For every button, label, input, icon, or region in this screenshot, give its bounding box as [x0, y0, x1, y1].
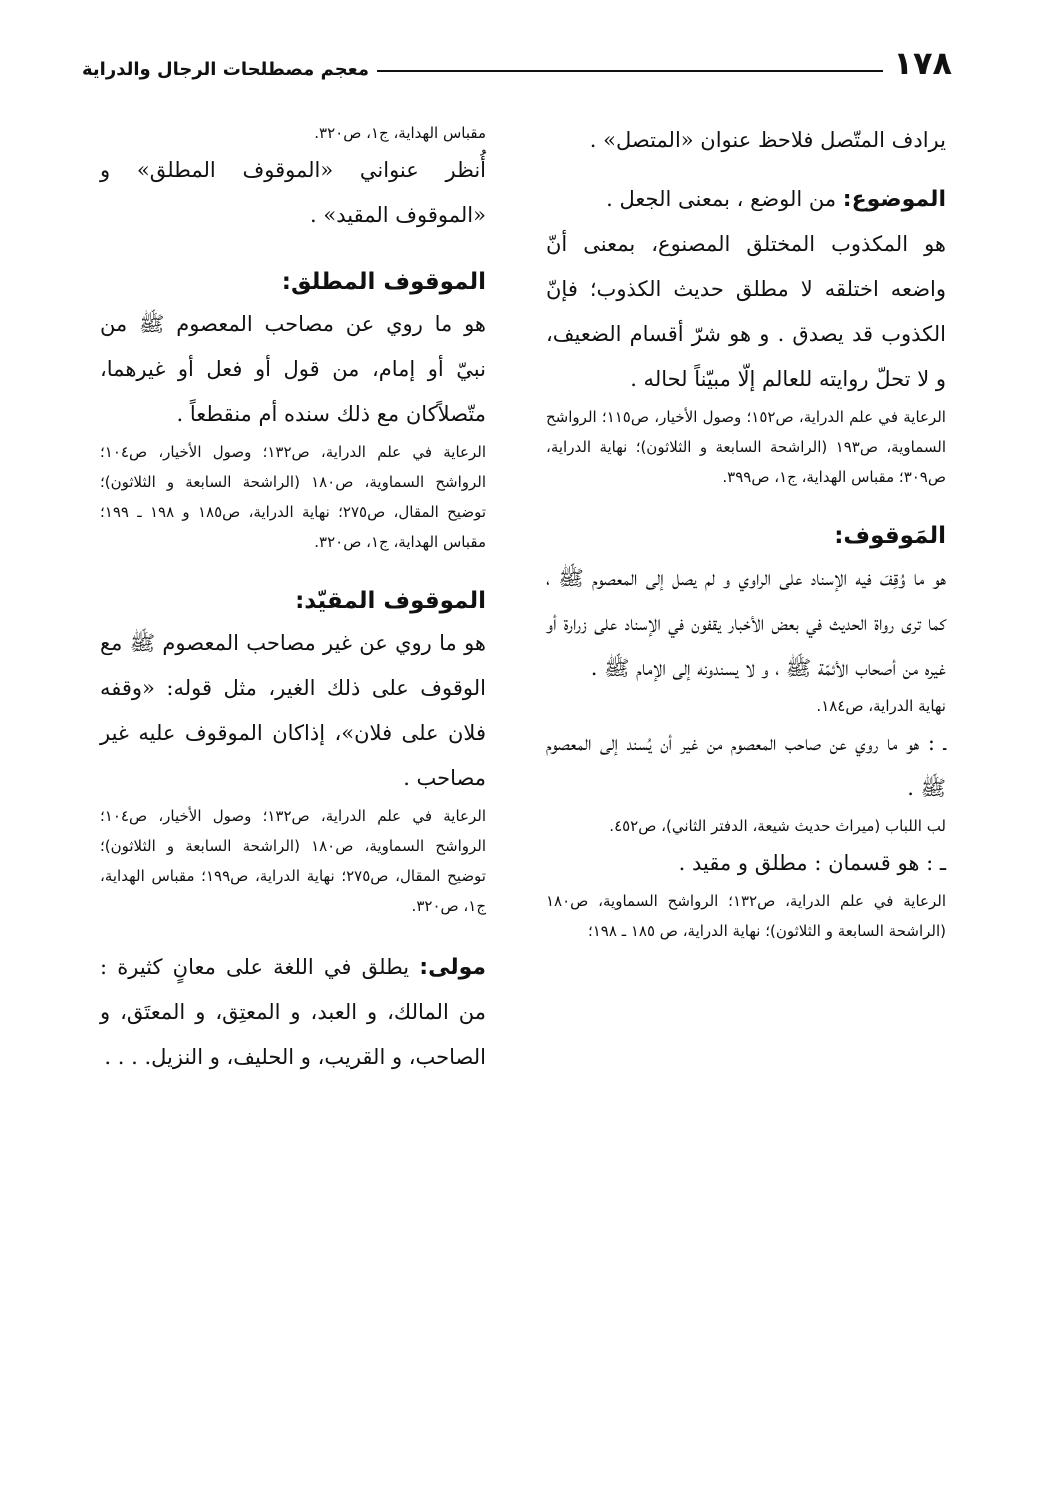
mutlaq-refs-text: الرعاية في علم الدراية، ص١٣٢؛ وصول الأخيار، ص١٠٤؛ الرواشح السماوية، ص١٨٠ (الراشحة السابعة و الثلاثون)؛ توضيح المقال، ص٢٧٥؛ نهاية الدراية، ص١٨٥ و ١٩٨ ـ ١٩٩؛ مقباس الهداية، ج١، ص٣٢٠. [100, 443, 486, 551]
muqayyad-references [100, 801, 486, 921]
muqayyad-refs-text: الرعاية في علم الدراية، ص١٣٢؛ وصول الأخيار، ص١٠٤؛ الرواشح السماوية، ص١٨٠ (الراشحة السابعة و الثلاثون)؛ توضيح المقال، ص٢٧٥؛ نهاية الدراية، ص١٩٩؛ مقباس الهداية، ج١، ص٣٢٠. [100, 807, 486, 915]
mawquf-refs2-text: لب اللباب (ميراث حديث شيعة، الدفتر الثاني)، ص٤٥٢. [609, 817, 946, 835]
top-see-also [100, 148, 486, 238]
intro-line: يرادف المتّصل فلاحظ عنوان «المتصل» . [589, 128, 946, 152]
top-reference [100, 118, 486, 148]
page-header [82, 36, 952, 80]
muqayyad-body [100, 621, 486, 801]
mawquf-references-3 [546, 886, 946, 946]
mawquf-body [546, 556, 946, 691]
entry-mawla [100, 945, 486, 1080]
mawquf-def-3 [546, 841, 946, 886]
mawquf-references-2 [546, 811, 946, 841]
left-column [100, 118, 486, 1080]
right-column [546, 118, 946, 946]
page-number: ١٧٨ [893, 44, 952, 82]
running-title: معجم مصطلحات الرجال والدراية [82, 59, 369, 80]
mawdu-refs-text: الرعاية في علم الدراية، ص١٥٢؛ وصول الأخيار، ص١١٥؛ الرواشح السماوية، ص١٩٣ (الراشحة السابعة و الثلاثون)؛ نهاية الدراية، ص٣٠٩؛ مقباس الهداية، ج١، ص٣٩٩. [546, 408, 946, 486]
mawquf-refs3-text: الرعاية في علم الدراية، ص١٣٢؛ الرواشح السماوية، ص١٨٠ (الراشحة السابعة و الثلاثون)؛ نهاية الدراية، ص ١٨٥ ـ ١٩٨؛ [546, 892, 946, 940]
mutlaq-definition: هو ما روي عن مصاحب المعصوم ﷺ من نبيّ أو إمام، من قول أو فعل أو غيرهما، متّصلاًكان مع ذلك سنده أم منقطعاً . [100, 312, 486, 426]
mawquf-definition: هو ما وُقِفَ فيه الإسناد على الراوي و لم يصل إلى المعصوم ﷺ ، كما ترى رواة الحديث في بعض الأخبار يقفون في الإسناد على زرارة أو غيره من أصحاب الأئمّة ﷺ ، و لا يسندونه إلى الإمام ﷺ . [546, 566, 946, 680]
mawquf-def3-text: ـ : هو قسمان : مطلق و مقيد . [678, 851, 946, 875]
mawla-line [100, 945, 486, 1080]
mawdu-definition: هو المكذوب المختلق المصنوع، بمعنى أنّ واضعه اختلقه لا مطلق حديث الكذوب؛ فإنّ الكذوب قد يصدق . و هو شرّ أقسام الضعيف، و لا تحلّ روايته للعالم إلّا مبيّناً لحاله . [546, 232, 946, 391]
mawquf-heading: المَوقوف: [834, 523, 946, 549]
top-ref-text: مقباس الهداية، ج١، ص٣٢٠. [314, 124, 486, 142]
mawquf-references-1 [546, 691, 946, 721]
mawla-definition: يطلق في اللغة على معانٍ كثيرة : من المالك، و العبد، و المعتِق، و المعتَق، و الصاحب، و القريب، و الحليف، و النزيل. . . . [100, 955, 486, 1069]
header-rule [377, 70, 883, 72]
mawdu-heading-line [546, 177, 946, 222]
mawla-term: مولى: [419, 955, 486, 980]
entry-mawdu [546, 177, 946, 402]
mawquf-def2-text: ـ : هو ما روي عن صاحب المعصوم من غير أن يُسند إلى المعصوم ﷺ . [546, 731, 946, 800]
mutlaq-references [100, 437, 486, 557]
mawdu-term: الموضوع: [842, 187, 946, 212]
muqayyad-definition: هو ما روي عن غير مصاحب المعصوم ﷺ مع الوقوف على ذلك الغير، مثل قوله: «وقفه فلان على فلان»، إذاكان الموقوف عليه غير مصاحب . [100, 631, 486, 790]
mutlaq-body [100, 302, 486, 437]
mawdu-references [546, 402, 946, 492]
mutlaq-heading: الموقوف المطلق: [281, 269, 486, 295]
mawdu-gloss: من الوضع ، بمعنى الجعل . [606, 187, 843, 211]
muqayyad-heading: الموقوف المقيّد: [295, 588, 486, 614]
intro-text [546, 118, 946, 163]
mawquf-def-2 [546, 721, 946, 811]
top-see-also-text: أُنظر عنواني «الموقوف المطلق» و «الموقوف المقيد» . [100, 158, 486, 227]
mawquf-refs1-text: نهاية الدراية، ص١٨٤. [816, 697, 946, 715]
